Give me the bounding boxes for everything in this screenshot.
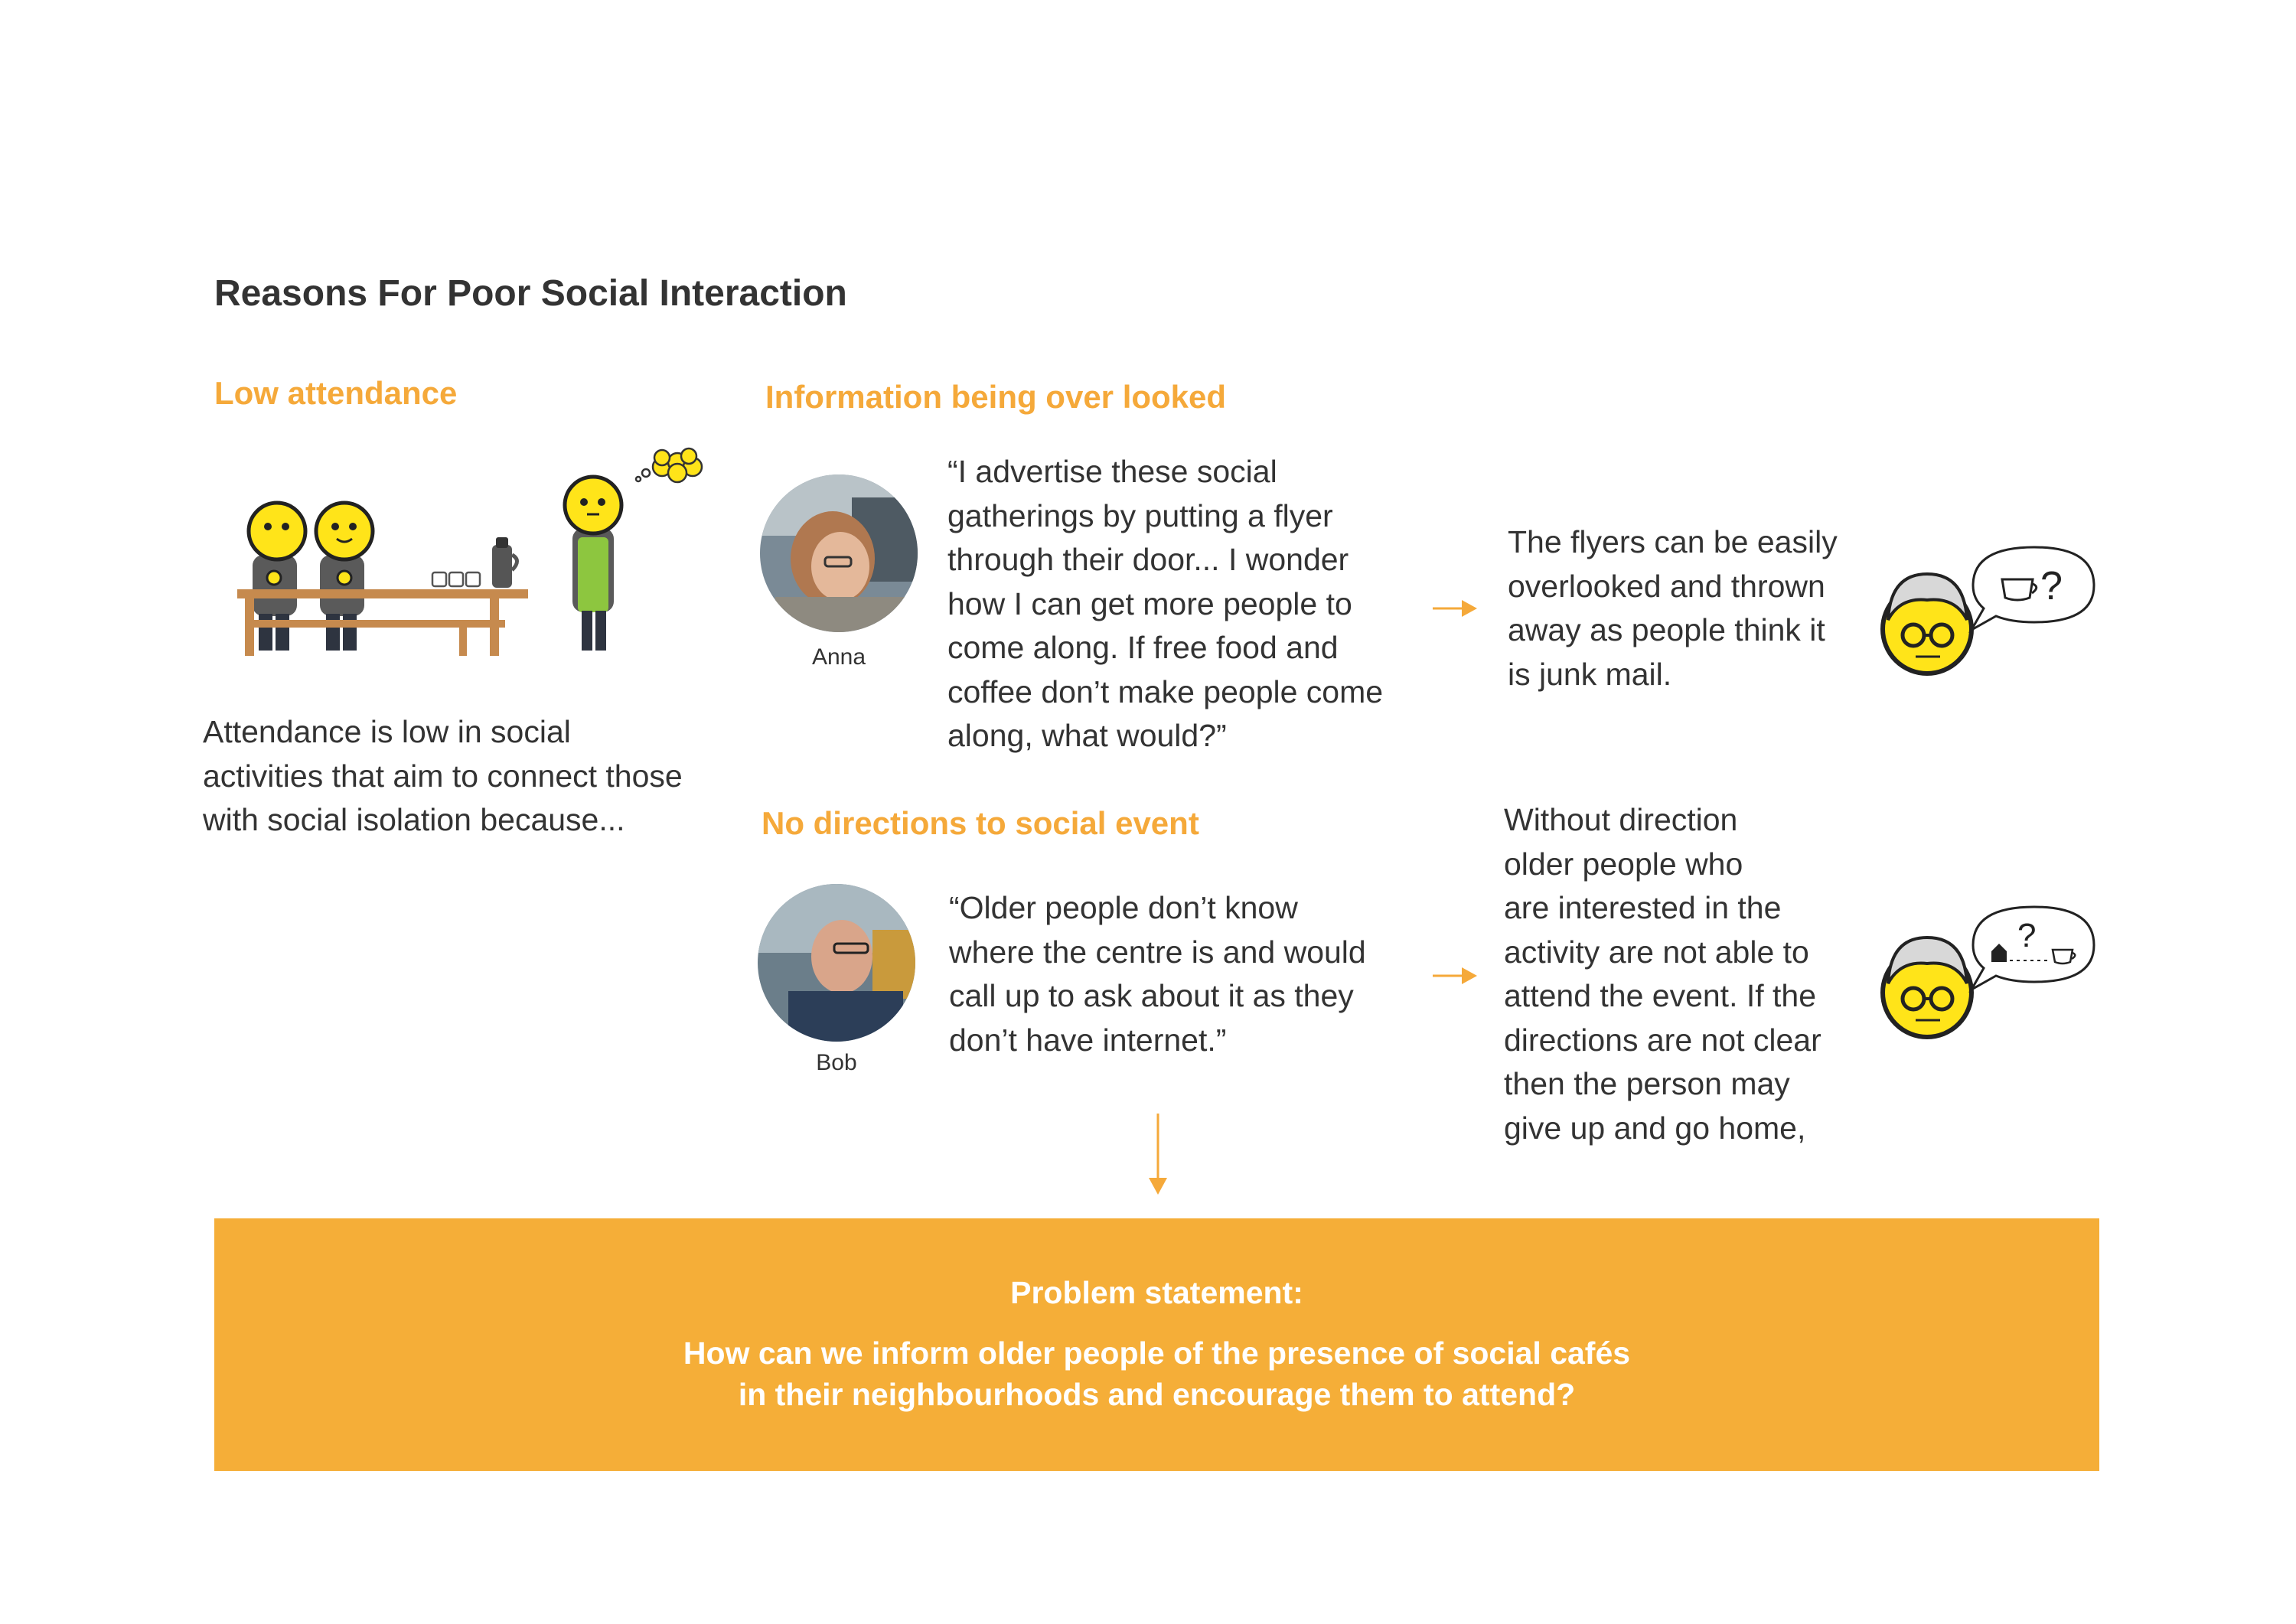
- coffee-pot-icon: [492, 537, 517, 588]
- problem-statement-title: Problem statement:: [1010, 1274, 1303, 1310]
- bubble-question-mark: ?: [2040, 564, 2063, 608]
- thought-bubble-icon: [636, 448, 702, 482]
- arrow-right-icon: [1431, 597, 1479, 620]
- info-overlooked-heading: Information being over looked: [765, 379, 1227, 415]
- low-attendance-description: Attendance is low in social activities that aim to connect those with social isolation because...: [203, 714, 683, 837]
- no-directions-heading: No directions to social event: [762, 805, 1199, 841]
- bob-photo: [758, 884, 915, 1042]
- older-person-icon: [1879, 907, 1978, 1045]
- arrow-down-icon: [1144, 1114, 1172, 1198]
- speech-bubble-cup-icon: [1965, 540, 2099, 635]
- low-attendance-heading: Low attendance: [214, 375, 458, 411]
- page-title: Reasons For Poor Social Interaction: [214, 273, 847, 314]
- bob-quote: “Older people don’t know where the centre is and would call up to ask about it as they don’t have internet.”: [949, 890, 1366, 1058]
- problem-statement-box: [214, 1218, 2099, 1471]
- flyers-result-text: The flyers can be easily overlooked and thrown away as people think it is junk mail.: [1508, 524, 1838, 692]
- speech-bubble-directions-icon: [1965, 899, 2099, 995]
- problem-statement-question: How can we inform older people of the presence of social cafés in their neighbourhoods and encourage them to attend?: [683, 1335, 1631, 1412]
- anna-photo: [760, 474, 918, 632]
- bubble-question-mark: ?: [2017, 917, 2037, 954]
- older-person-icon: [1879, 543, 1978, 681]
- coffee-cups-icon: [432, 572, 480, 586]
- cafe-host-icon: [565, 477, 621, 651]
- anna-quote: “I advertise these social gatherings by putting a flyer through their door... I wonder how I can get more people to come along. If free food and coffee don’t make people come along, what would?”: [947, 454, 1384, 753]
- arrow-right-icon: [1431, 964, 1479, 987]
- directions-result-text: Without direction older people who are interested in the activity are not able to attend the event. If the directions are not clear then the person may give up and go home,: [1504, 802, 1821, 1146]
- bob-caption: Bob: [816, 1050, 857, 1075]
- seated-person-icon: [316, 503, 373, 651]
- cafe-scene-illustration: [230, 444, 719, 673]
- seated-person-icon: [249, 503, 305, 651]
- anna-caption: Anna: [811, 644, 866, 670]
